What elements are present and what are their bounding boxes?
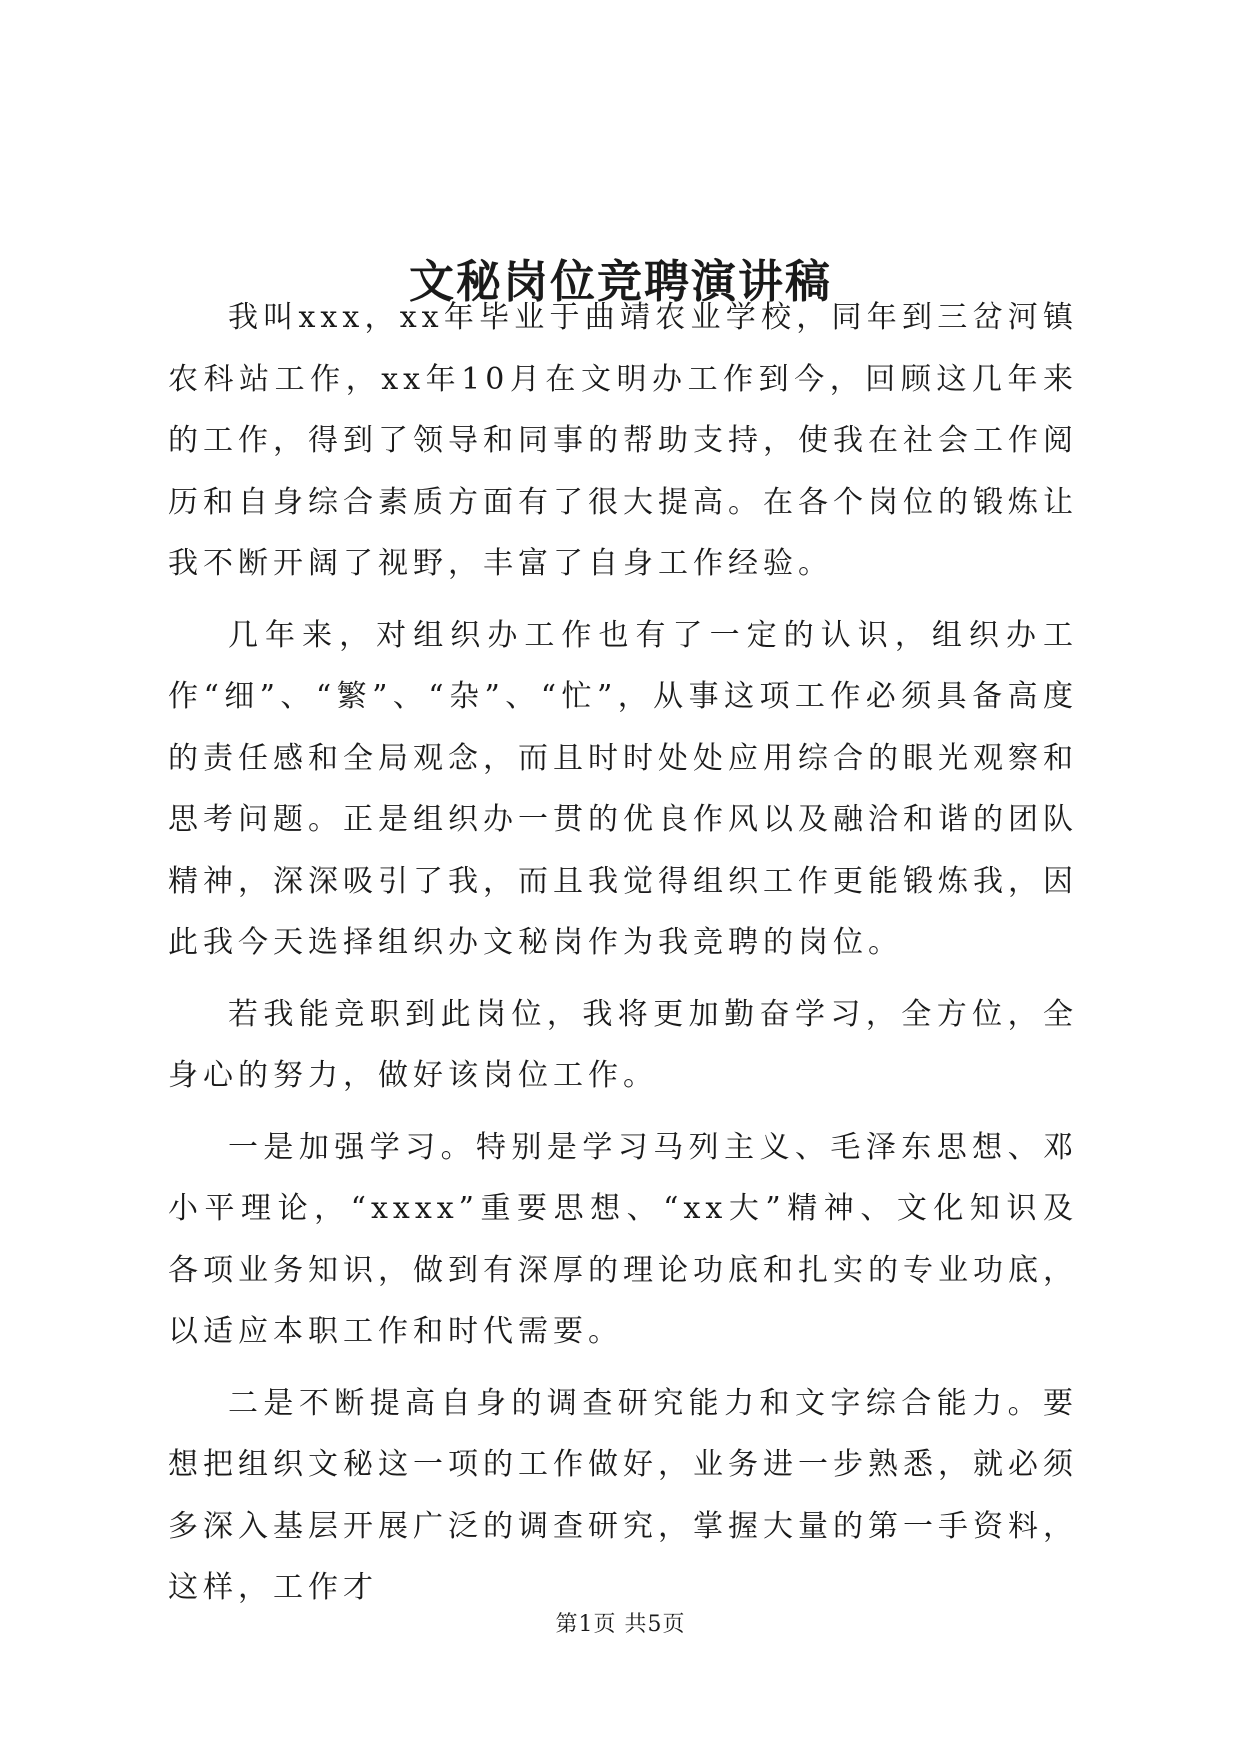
paragraph-intro: 我叫xxx，xx年毕业于曲靖农业学校，同年到三岔河镇农科站工作，xx年10月在文明办工作到今，回顾这几年来的工作，得到了领导和同事的帮助支持，使我在社会工作阅历和自身综合素质方面有了很大提高。在各个岗位的锻炼让我不断开阔了视野，丰富了自身工作经验。 <box>168 300 1078 581</box>
page-footer: 第1页 共5页 <box>555 1612 686 1637</box>
paragraph-point-one: 一是加强学习。特别是学习马列主义、毛泽东思想、邓小平理论，“xxxx”重要思想、“xx大”精神、文化知识及各项业务知识，做到有深厚的理论功底和扎实的专业功底，以适应本职工作和时代需要。 <box>168 1129 1078 1349</box>
paragraph-point-two: 二是不断提高自身的调查研究能力和文字综合能力。要想把组织文秘这一项的工作做好，业务进一步熟悉，就必须多深入基层开展广泛的调查研究，掌握大量的第一手资料，这样，工作才 <box>168 1385 1078 1605</box>
paragraph-motivation: 几年来，对组织办工作也有了一定的认识，组织办工作“细”、“繁”、“杂”、“忙”，从事这项工作必须具备高度的责任感和全局观念，而且时时处处应用综合的眼光观察和思考问题。正是组织办一贯的优良作风以及融洽和谐的团队精神，深深吸引了我，而且我觉得组织工作更能锻炼我，因此我今天选择组织办文秘岗作为我竞聘的岗位。 <box>168 617 1078 960</box>
page-title: 文秘岗位竞聘演讲稿 <box>408 255 832 309</box>
paragraph-commitment: 若我能竞职到此岗位，我将更加勤奋学习，全方位，全身心的努力，做好该岗位工作。 <box>168 996 1078 1093</box>
document-body <box>168 287 1078 1629</box>
